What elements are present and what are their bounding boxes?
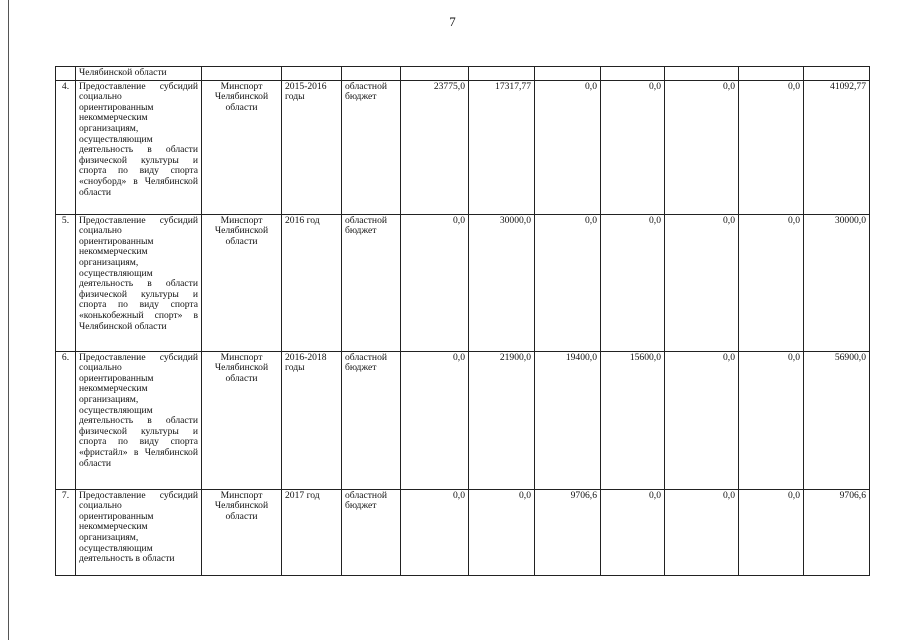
scan-left-edge-line [8, 0, 9, 640]
cell-executor: Минспорт Челябинской области [202, 214, 282, 351]
cell-period [282, 67, 342, 81]
cell-name: Предоставление субсидий социально ориентированным некоммерческим организациям, осуществляющим деятельность в области физической культуры и спорта по виду спорта «фристайл» в Челябинской области [76, 351, 202, 489]
cell-executor [202, 67, 282, 81]
table-row [56, 80, 870, 214]
cell-v3 [535, 67, 601, 81]
cell-v4: 0,0 [601, 489, 665, 575]
cell-executor: Минспорт Челябинской области [202, 351, 282, 489]
cell-v4: 0,0 [601, 80, 665, 214]
cell-v1: 0,0 [401, 214, 469, 351]
table-row-continuation [56, 67, 870, 81]
cell-v5 [665, 67, 739, 81]
cell-num [56, 67, 76, 81]
cell-v5: 0,0 [665, 80, 739, 214]
cell-period: 2015-2016 годы [282, 80, 342, 214]
cell-v3: 19400,0 [535, 351, 601, 489]
cell-total [804, 67, 870, 81]
cell-v5: 0,0 [665, 489, 739, 575]
cell-v1: 23775,0 [401, 80, 469, 214]
table-row [56, 351, 870, 489]
cell-v2: 21900,0 [469, 351, 535, 489]
cell-v3: 9706,6 [535, 489, 601, 575]
cell-num: 5. [56, 214, 76, 351]
cell-v3: 0,0 [535, 214, 601, 351]
cell-v5: 0,0 [665, 214, 739, 351]
cell-total: 9706,6 [804, 489, 870, 575]
cell-name: Предоставление субсидий социально ориентированным некоммерческим организациям, осуществляющим деятельность в области [76, 489, 202, 575]
cell-name: Предоставление субсидий социально ориентированным некоммерческим организациям, осуществляющим деятельность в области физической культуры и спорта по виду спорта «конькобежный спорт» в Челябинской области [76, 214, 202, 351]
cell-executor: Минспорт Челябинской области [202, 489, 282, 575]
cell-name: Челябинской области [76, 67, 202, 81]
cell-total: 41092,77 [804, 80, 870, 214]
cell-period: 2017 год [282, 489, 342, 575]
cell-v6: 0,0 [739, 489, 804, 575]
cell-num: 7. [56, 489, 76, 575]
cell-name: Предоставление субсидий социально ориентированным некоммерческим организациям, осуществляющим деятельность в области физической культуры и спорта по виду спорта «сноуборд» в Челябинской области [76, 80, 202, 214]
cell-period: 2016 год [282, 214, 342, 351]
cell-v6: 0,0 [739, 80, 804, 214]
cell-period: 2016-2018 годы [282, 351, 342, 489]
cell-num: 6. [56, 351, 76, 489]
cell-executor: Минспорт Челябинской области [202, 80, 282, 214]
cell-v1: 0,0 [401, 351, 469, 489]
cell-v6 [739, 67, 804, 81]
cell-source [342, 67, 401, 81]
table-row [56, 214, 870, 351]
cell-total: 56900,0 [804, 351, 870, 489]
cell-v4: 0,0 [601, 214, 665, 351]
cell-v6: 0,0 [739, 214, 804, 351]
budget-table [55, 66, 870, 576]
cell-v6: 0,0 [739, 351, 804, 489]
cell-v2: 17317,77 [469, 80, 535, 214]
cell-total: 30000,0 [804, 214, 870, 351]
cell-v1: 0,0 [401, 489, 469, 575]
cell-v4: 15600,0 [601, 351, 665, 489]
cell-v2: 30000,0 [469, 214, 535, 351]
cell-source: областной бюджет [342, 214, 401, 351]
table-row [56, 489, 870, 575]
cell-v5: 0,0 [665, 351, 739, 489]
cell-v3: 0,0 [535, 80, 601, 214]
cell-source: областной бюджет [342, 351, 401, 489]
cell-source: областной бюджет [342, 489, 401, 575]
cell-num: 4. [56, 80, 76, 214]
page-number: 7 [449, 14, 456, 29]
cell-source: областной бюджет [342, 80, 401, 214]
cell-v1 [401, 67, 469, 81]
cell-v2 [469, 67, 535, 81]
cell-v4 [601, 67, 665, 81]
cell-v2: 0,0 [469, 489, 535, 575]
